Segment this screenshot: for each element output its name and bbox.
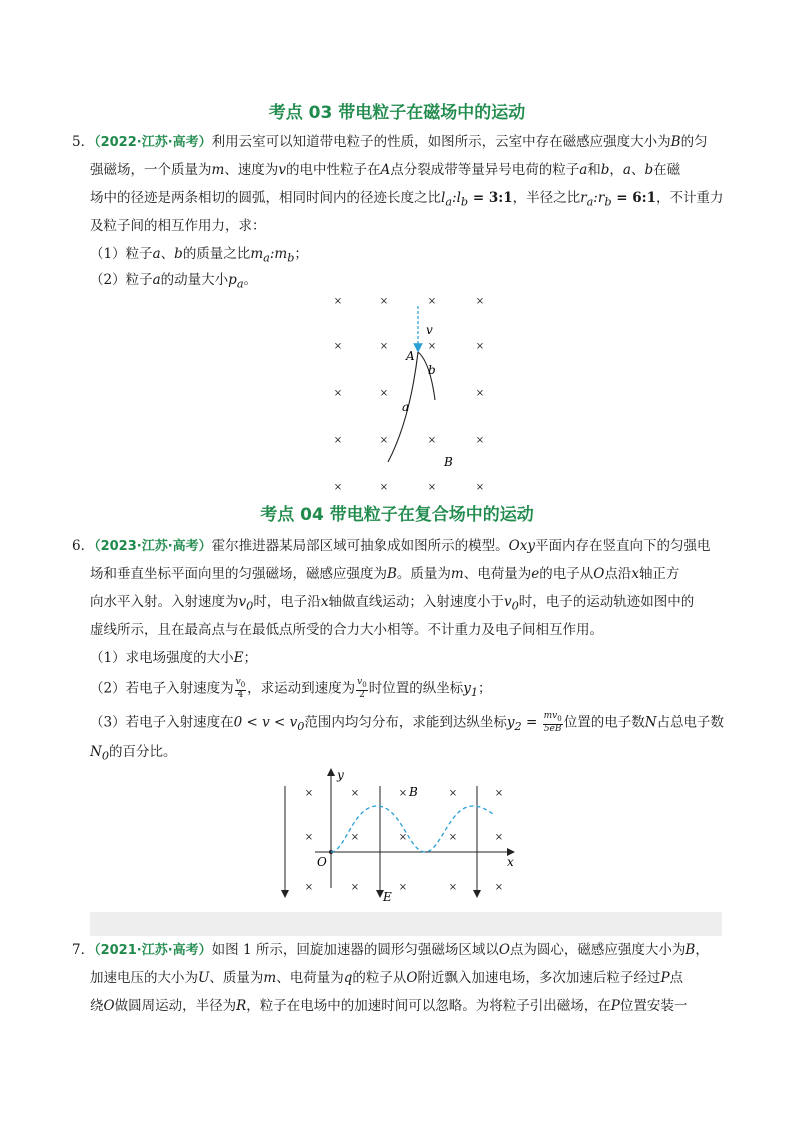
q6-line-1: [72, 536, 710, 557]
q7-text: 、质量为: [209, 970, 264, 986]
q5-text: 的匀: [680, 134, 708, 150]
q5-var: :m: [269, 246, 288, 262]
q6-var: m: [450, 566, 464, 582]
q5-sub: a: [236, 277, 244, 291]
fraction-v0-over-2: [356, 678, 368, 700]
q5-text: （1）粒子: [90, 246, 153, 262]
q6-var: O: [593, 566, 605, 582]
q5-text: 的动量大小: [160, 272, 229, 288]
cross-mark: ×: [379, 296, 389, 307]
frac-num: v: [235, 677, 241, 687]
q6-text: 位置的电子数: [563, 714, 645, 731]
q7-line-2: [90, 968, 683, 988]
q7-text: ，: [695, 942, 709, 958]
q6-var: e: [531, 566, 540, 582]
cross-mark: ×: [379, 482, 389, 493]
cross-mark: ×: [427, 435, 437, 446]
q6-var: x: [320, 594, 329, 610]
cross-mark: ×: [333, 341, 343, 352]
q5-text: 强磁场，一个质量为: [90, 162, 212, 178]
cross-mark: ×: [475, 388, 485, 399]
q5-line-4: 及粒子间的相互作用力，求：: [90, 218, 266, 234]
q7-text: 、电荷量为: [276, 970, 344, 986]
cross-mark: ×: [427, 296, 437, 307]
electron-trajectory: [331, 806, 493, 852]
label-x: x: [507, 855, 514, 869]
q5-text: 和: [587, 162, 601, 178]
q5-var: a: [622, 162, 631, 178]
cross-mark: ×: [475, 341, 485, 352]
frac-num: v: [357, 677, 363, 687]
section-title-04: 考点 04 带电粒子在复合场中的运动: [260, 505, 534, 525]
q5-var: :r: [593, 190, 605, 206]
q5-var: p: [228, 272, 237, 288]
q7-var: U: [198, 970, 210, 986]
q6-text: 。质量为: [396, 566, 451, 582]
cross-mark: ×: [379, 388, 389, 399]
q5-var: B: [670, 134, 681, 150]
q7-source: （2021·江苏·高考）: [94, 943, 212, 958]
cross-mark: ×: [350, 788, 360, 799]
q6-var: v: [238, 594, 247, 610]
q5-sub: a: [586, 195, 594, 209]
frac-den: 2: [359, 689, 365, 700]
q5-ratio: = 6:1: [611, 190, 656, 206]
q6-sub: 0: [246, 599, 254, 613]
q7-number: 7．: [72, 942, 95, 958]
cross-mark: ×: [448, 882, 458, 893]
q6-text: 点沿: [604, 566, 632, 582]
q6-sub: 2: [514, 720, 522, 734]
q6-text: 时位置的纵坐标: [368, 680, 464, 697]
frac-num: mv: [543, 711, 558, 721]
q5-text: ，半径之比: [512, 190, 581, 206]
q5-text: 点分裂成带等量异号电荷的粒子: [390, 162, 580, 178]
q7-var: P: [660, 970, 670, 986]
q6-var: B: [387, 566, 397, 582]
q7-text: ，粒子在电场中的加速时间可以忽略。为将粒子引出磁场，在: [246, 998, 611, 1014]
cross-mark: ×: [333, 482, 343, 493]
q7-text: 点为圆心，磁感应强度大小为: [509, 942, 686, 958]
q5-text: 在磁: [653, 162, 681, 178]
q5-var: m: [211, 162, 225, 178]
q5-ratio: = 3:1: [468, 190, 513, 206]
q6-text: 轴做直线运动；入射速度小于: [328, 594, 504, 610]
cross-mark: ×: [398, 832, 408, 843]
q7-var: O: [498, 942, 510, 958]
q5-subq-1: [90, 244, 308, 269]
cross-mark: ×: [304, 882, 314, 893]
cross-mark: ×: [333, 296, 343, 307]
q6-text: 霍尔推进器某局部区域可抽象成如图所示的模型。: [211, 538, 509, 554]
q6-source: （2023·江苏·高考）: [94, 539, 212, 554]
q6-subq-1: [90, 648, 257, 668]
q6-var: y: [463, 680, 471, 697]
q7-var: O: [103, 998, 115, 1014]
separator-bar: [90, 912, 722, 936]
q5-var: v: [278, 162, 286, 178]
cross-mark: ×: [427, 482, 437, 493]
cross-mark: ×: [398, 882, 408, 893]
q6-text: 向水平入射。入射速度为: [90, 594, 239, 610]
cross-mark: ×: [398, 788, 408, 799]
q5-text: 、: [160, 246, 175, 262]
q6-text: （3）若电子入射速度在: [90, 714, 234, 731]
q6-figure: [275, 768, 525, 904]
label-O: O: [317, 855, 327, 869]
q5-text: 利用云室可以知道带电粒子的性质，如图所示，云室中存在磁感应强度大小为: [211, 134, 671, 150]
q6-text: ；: [243, 650, 257, 666]
frac-num-sub: 0: [362, 680, 367, 689]
q5-var: b: [600, 162, 610, 178]
q5-text: 、速度为: [224, 162, 279, 178]
q6-number: 6．: [72, 538, 95, 554]
q6-var: x: [631, 566, 639, 582]
q6-cross-grid: [305, 788, 503, 893]
q6-sub: 0: [101, 749, 109, 763]
q5-sub: b: [287, 251, 295, 265]
cross-mark: ×: [494, 788, 504, 799]
q7-text: 附近飘入加速电场，多次加速后粒子经过: [417, 970, 661, 986]
q7-var: R: [236, 998, 247, 1014]
cross-mark: ×: [448, 788, 458, 799]
label-a: a: [402, 400, 410, 414]
cross-mark: ×: [333, 388, 343, 399]
q7-text: 绕: [90, 998, 104, 1014]
q6-line-last: [90, 742, 176, 767]
cross-mark: ×: [350, 882, 360, 893]
cross-mark: ×: [333, 435, 343, 446]
q5-text: ，不计重力: [656, 190, 724, 206]
q5-text: ；: [294, 246, 308, 262]
label-b: b: [428, 363, 436, 377]
q6-text: 、电荷量为: [463, 566, 532, 582]
cross-mark: ×: [304, 832, 314, 843]
frac-num-sub: 0: [557, 714, 562, 723]
label-y: y: [337, 768, 344, 782]
q5-sub: a: [263, 251, 270, 265]
cross-mark: ×: [475, 435, 485, 446]
q6-var: 0 < v < v: [233, 714, 298, 731]
q6-line-3: [90, 592, 694, 617]
q7-line-1: [72, 940, 709, 961]
label-B: B: [409, 785, 418, 799]
q7-var: q: [343, 970, 353, 986]
cross-mark: ×: [379, 341, 389, 352]
q5-line-3: [90, 188, 724, 213]
q5-var: b: [174, 246, 183, 262]
q5-figure: [320, 290, 500, 495]
frac-den: 4: [237, 689, 244, 700]
label-B: B: [444, 455, 453, 469]
q7-text: 如图 1 所示，回旋加速器的圆形匀强磁场区域以: [211, 942, 499, 958]
q6-text: 占总电子数: [656, 714, 725, 731]
q5-var: b: [644, 162, 654, 178]
cross-mark: ×: [379, 435, 389, 446]
q6-text: 范围内均匀分布，求能到达纵坐标: [304, 714, 507, 731]
q5-source: （2022·江苏·高考）: [94, 135, 212, 150]
q6-text: 场和垂直坐标平面向里的匀强磁场，磁感应强度为: [90, 566, 387, 582]
cross-mark: ×: [475, 482, 485, 493]
q5-text: 场中的径迹是两条相切的圆弧，相同时间内的径迹长度之比: [90, 190, 441, 206]
q5-text: 、: [630, 162, 645, 178]
q5-var: r: [580, 190, 587, 206]
q6-text: 的电子从: [539, 566, 594, 582]
label-A: A: [406, 349, 415, 363]
q6-text: 的百分比。: [108, 744, 177, 760]
q7-var: B: [685, 942, 696, 958]
q6-var: N: [90, 744, 102, 760]
section-title-03: 考点 03 带电粒子在磁场中的运动: [268, 103, 526, 123]
q7-var: m: [263, 970, 277, 986]
q6-text: 平面内存在竖直向下的匀强电: [534, 538, 711, 554]
q6-sub: 0: [297, 720, 305, 734]
cross-mark: ×: [304, 788, 314, 799]
q6-text: （1）求电场强度的大小: [90, 650, 234, 666]
q6-text: 轴正方: [638, 566, 680, 582]
q5-subq-2: [90, 270, 257, 295]
q5-var: a: [152, 246, 161, 262]
q5-text: 的质量之比: [182, 246, 251, 262]
q6-text: =: [521, 714, 542, 731]
cross-mark: ×: [427, 341, 437, 352]
q6-text: 时，电子的运动轨迹如图中的: [518, 594, 695, 610]
q7-var: O: [406, 970, 418, 986]
cross-mark: ×: [448, 832, 458, 843]
q5-sub: b: [460, 195, 469, 209]
q5-text: 。: [243, 272, 258, 288]
q6-sub: 1: [470, 686, 479, 700]
cross-mark: ×: [494, 832, 504, 843]
q5-sub: a: [445, 195, 453, 209]
q5-cross-grid: [334, 296, 484, 493]
q6-text: ，求运动到速度为: [247, 680, 356, 697]
q7-text: 加速电压的大小为: [90, 970, 198, 986]
q5-var: a: [152, 272, 161, 288]
frac-den: 5eB: [543, 723, 562, 734]
q5-text: 的电中性粒子在: [285, 162, 381, 178]
q5-line-2: [90, 160, 680, 180]
q5-line-1: [72, 132, 708, 153]
q7-line-3: [90, 996, 687, 1016]
fraction-v0-over-4: [235, 678, 247, 700]
q6-text: ；: [478, 680, 492, 697]
cross-mark: ×: [475, 296, 485, 307]
q7-text: 点: [669, 970, 684, 986]
q6-subq-2: [90, 678, 492, 703]
q6-var: Oxy: [508, 538, 535, 554]
q6-var: E: [233, 650, 244, 666]
q5-sub: b: [604, 195, 612, 209]
q5-var: :l: [452, 190, 461, 206]
cross-mark: ×: [350, 832, 360, 843]
label-E: E: [383, 890, 392, 904]
q6-sub: 0: [511, 599, 519, 613]
fraction-mv0-over-5eB: [543, 712, 563, 734]
q7-text: 位置安装一: [619, 998, 688, 1014]
q5-number: 5．: [72, 134, 95, 150]
q5-text: ，: [609, 162, 623, 178]
q5-var: A: [380, 162, 391, 178]
q6-line-4: 虚线所示，且在最高点与在最低点所受的合力大小相等。不计重力及电子间相互作用。: [90, 622, 603, 638]
q6-text: 时，电子沿: [253, 594, 321, 610]
q6-line-2: [90, 564, 679, 584]
q6-text: （2）若电子入射速度为: [90, 680, 234, 697]
q6-var: v: [503, 594, 512, 610]
q6-var: y: [506, 714, 515, 731]
cross-mark: ×: [494, 882, 504, 893]
frac-num-sub: 0: [240, 680, 246, 689]
q7-text: 做圆周运动，半径为: [114, 998, 237, 1014]
q5-var: a: [579, 162, 588, 178]
label-v: v: [426, 323, 433, 337]
q6-subq-3: [90, 712, 724, 737]
q5-text: （2）粒子: [90, 272, 153, 288]
q7-text: 的粒子从: [352, 970, 407, 986]
q5-var: m: [250, 246, 264, 262]
q5-var: l: [441, 190, 446, 206]
q7-var: P: [610, 998, 620, 1014]
q6-var: N: [644, 714, 657, 731]
